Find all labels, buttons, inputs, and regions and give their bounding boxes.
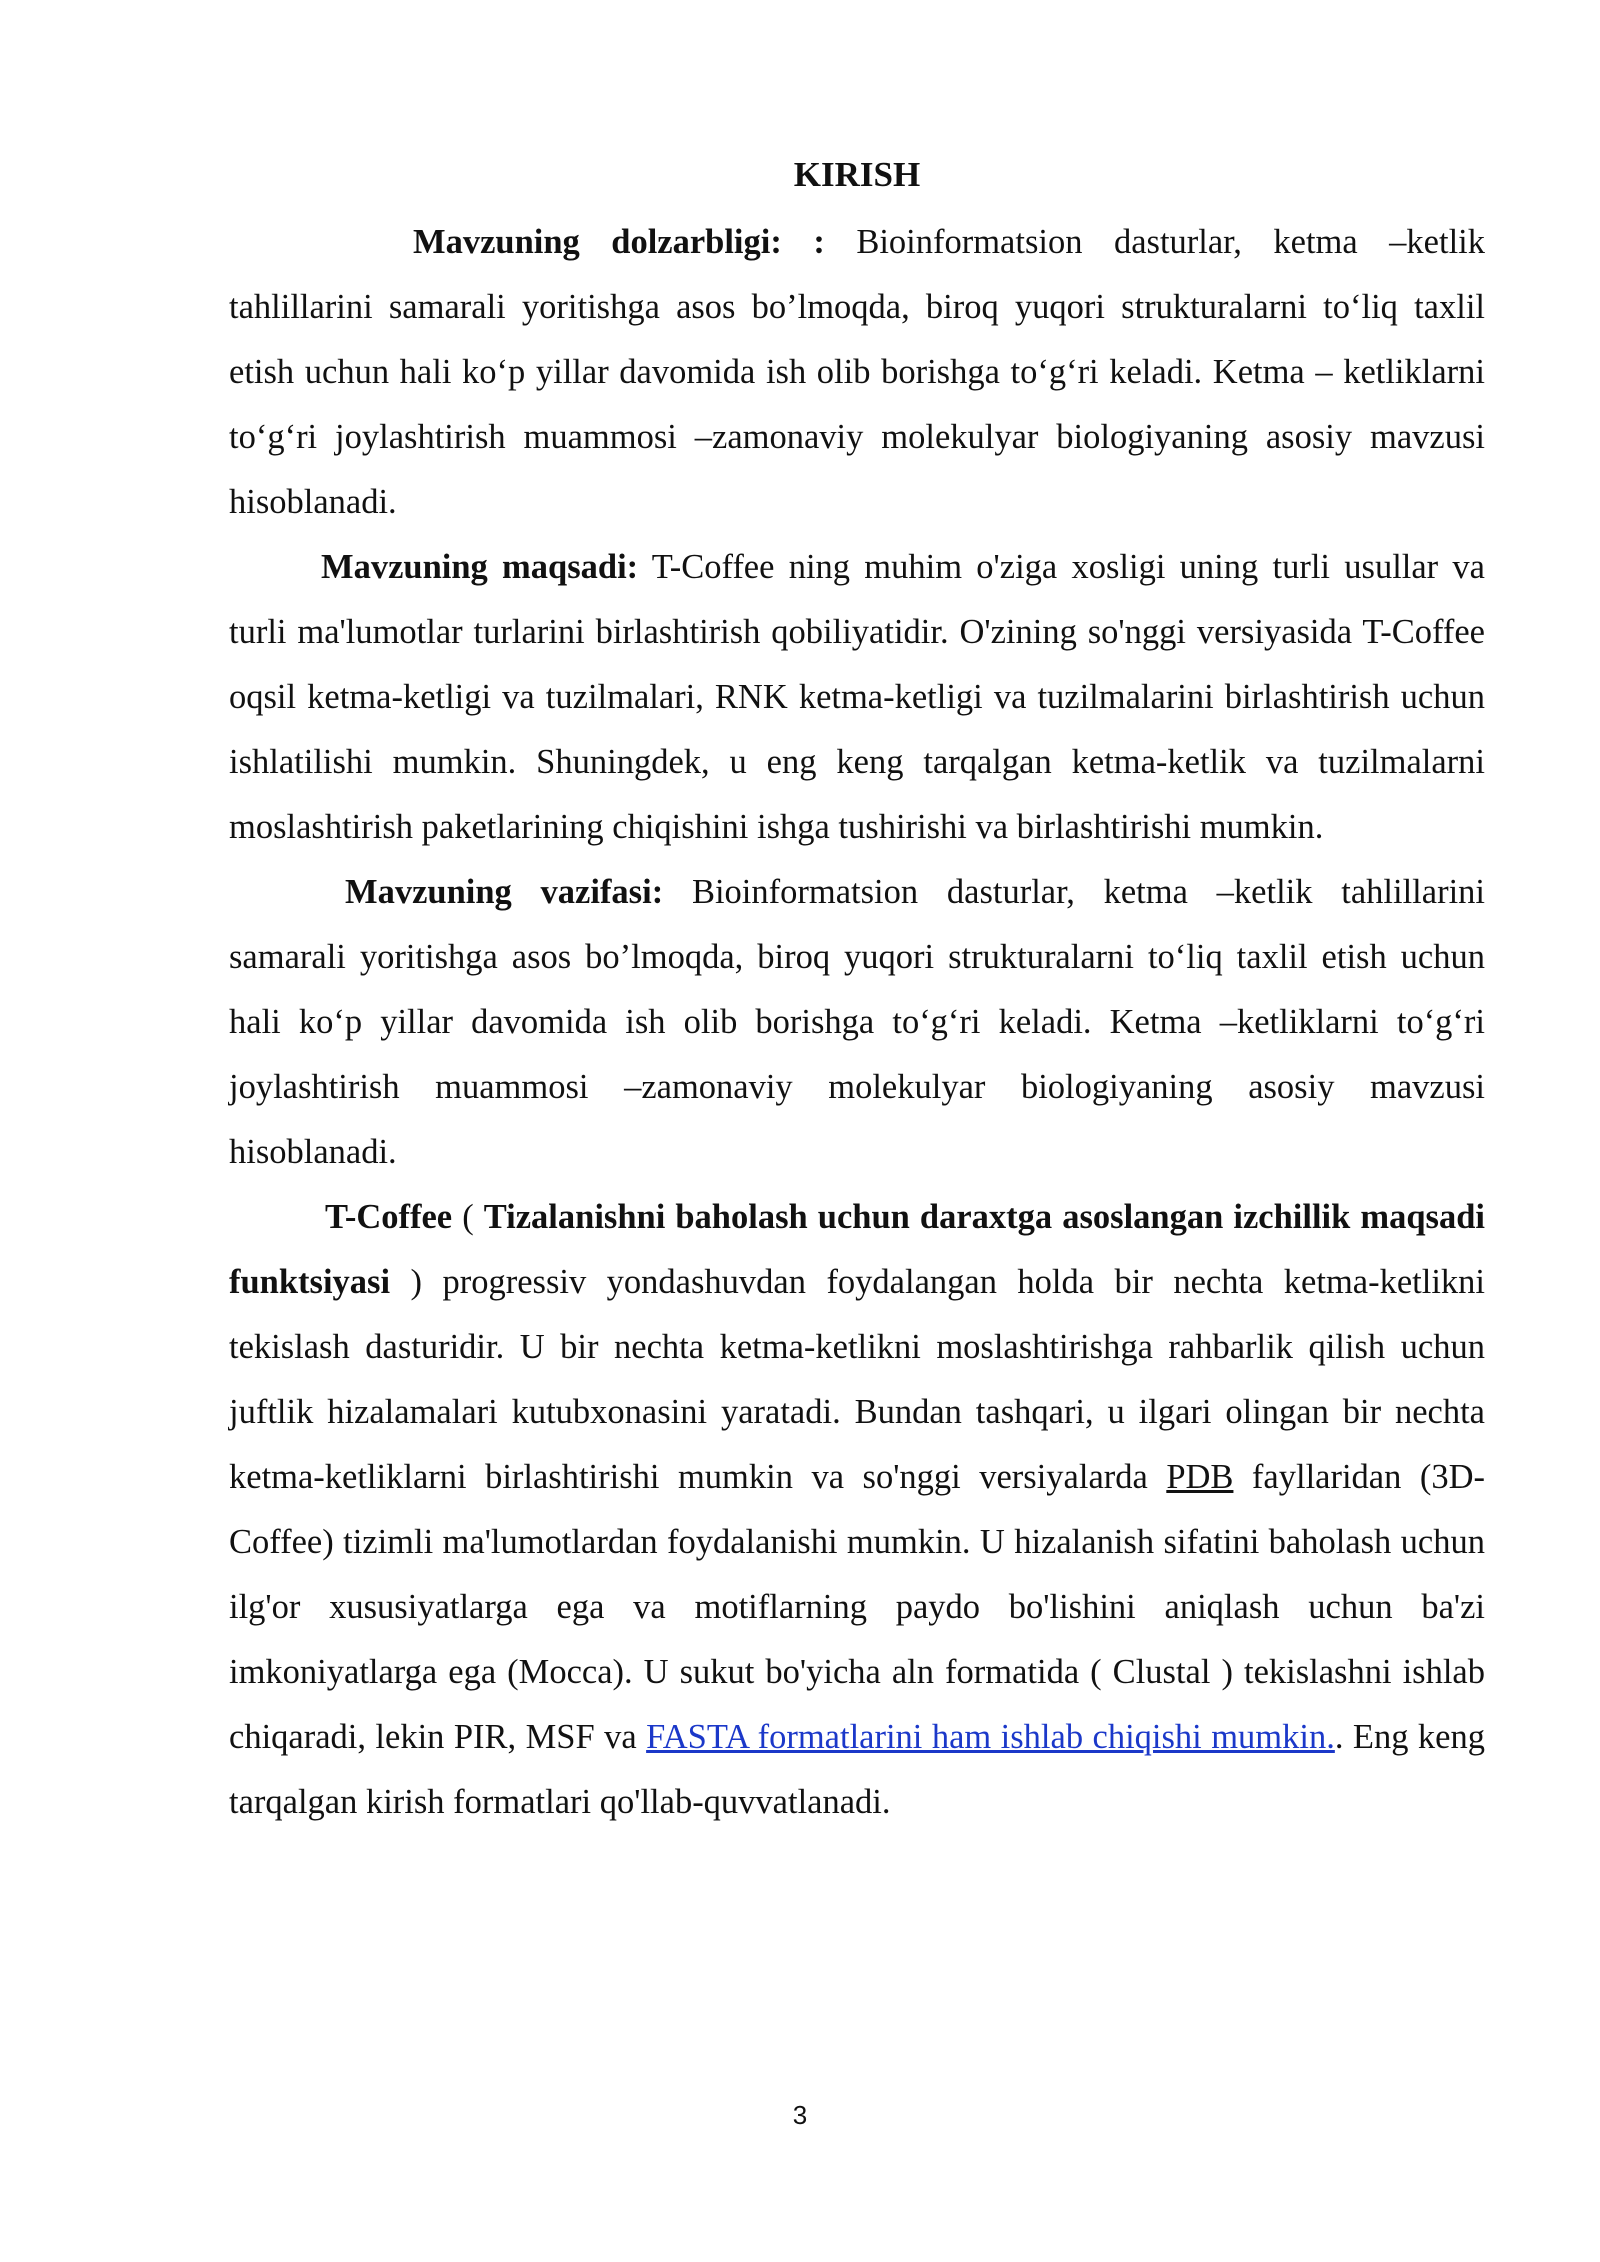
relevance-label: Mavzuning dolzarbligi: : bbox=[413, 223, 825, 261]
goal-label: Mavzuning maqsadi: bbox=[321, 548, 639, 586]
page-title: KIRISH bbox=[793, 155, 921, 194]
tcoffee-paren-open: ( bbox=[452, 1198, 484, 1236]
pdb-link[interactable]: PDB bbox=[1166, 1458, 1234, 1496]
tcoffee-name: T-Coffee bbox=[325, 1198, 453, 1236]
page-number: 3 bbox=[792, 2100, 808, 2130]
paragraph-relevance bbox=[229, 210, 1485, 535]
goal-text: T-Coffee ning muhim o'ziga xosligi uning turli usullar va turli ma'lumotlar turlarini birlashtirish qobiliyatidir. O'zining so'nggi versiyasida T-Coffee oqsil ketma-ketligi va tuzilmalari, RNK ketma-ketligi va tuzilmalarini birlashtirish uchun ishlatilishi mumkin. Shuningdek, u eng keng tarqalgan ketma-ketlik va tuzilmalarni moslashtirish paketlarining chiqishini ishga tushirishi va birlashtirishi mumkin. bbox=[229, 548, 1485, 846]
paragraph-tasks bbox=[229, 860, 1485, 1185]
relevance-text: Bioinformatsion dasturlar, ketma –ketlik tahlillarini samarali yoritishga asos bo’lmoqda, biroq yuqori strukturalarni to‘liq taxlil etish uchun hali ko‘p yillar davomida ish olib borishga to‘g‘ri keladi. Ketma – ketliklarni to‘g‘ri joylashtirish muammosi –zamonaviy molekulyar biologiyaning asosiy mavzusi hisoblanadi. bbox=[229, 223, 1485, 521]
tcoffee-text-2: fayllaridan (3D-Coffee) tizimli ma'lumotlardan foydalanishi mumkin. U hizalanish sifatini baholash uchun ilg'or xususiyatlarga ega va motiflarning paydo bo'lishini aniqlash uchun ba'zi imkoniyatlarga ega (Mocca). U sukut bo'yicha aln formatida ( Clustal ) tekislashni ishlab chiqaradi, lekin PIR, MSF va bbox=[229, 1458, 1485, 1756]
tasks-text: Bioinformatsion dasturlar, ketma –ketlik tahlillarini samarali yoritishga asos bo’lmoqda, biroq yuqori strukturalarni to‘liq taxlil etish uchun hali ko‘p yillar davomida ish olib borishga to‘g‘ri keladi. Ketma –ketliklarni to‘g‘ri joylashtirish muammosi –zamonaviy molekulyar biologiyaning asosiy mavzusi hisoblanadi. bbox=[229, 873, 1485, 1171]
paragraph-goal bbox=[229, 535, 1485, 860]
tcoffee-text-1: ) progressiv yondashuvdan foydalangan holda bir nechta ketma-ketlikni tekislash dasturidir. U bir nechta ketma-ketlikni moslashtirishga rahbarlik qilish uchun juftlik hizalamalari kutubxonasini yaratadi. Bundan tashqari, u ilgari olingan bir nechta ketma-ketliklarni birlashtirishi mumkin va so'nggi versiyalarda bbox=[229, 1263, 1485, 1496]
tcoffee-expansion: Tizalanishni baholash uchun daraxtga asoslangan izchillik maqsadi funktsiyasi bbox=[229, 1198, 1485, 1301]
fasta-link[interactable]: FASTA formatlarini ham ishlab chiqishi mumkin. bbox=[646, 1718, 1335, 1756]
tasks-label: Mavzuning vazifasi: bbox=[345, 873, 664, 911]
page-content bbox=[229, 150, 1485, 1835]
tcoffee-text-3: . Eng keng tarqalgan kirish formatlari qo'llab-quvvatlanadi. bbox=[229, 1718, 1485, 1821]
paragraph-tcoffee bbox=[229, 1185, 1485, 1835]
